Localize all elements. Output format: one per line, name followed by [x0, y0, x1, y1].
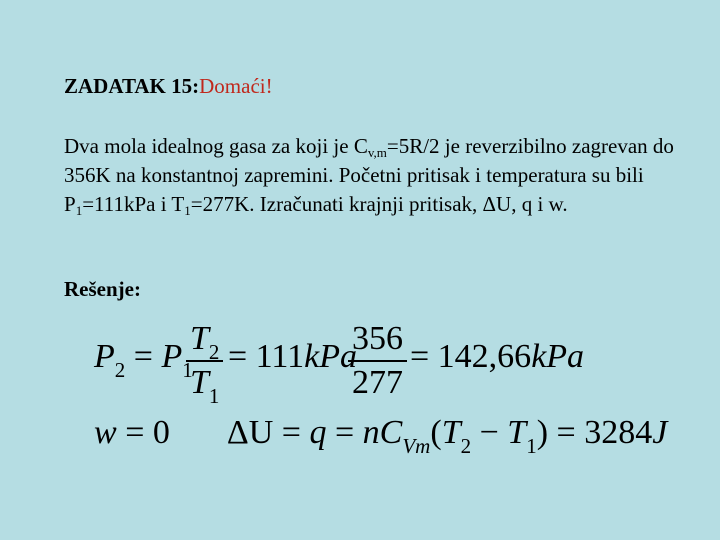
eq1-p2: P — [94, 338, 115, 375]
equation-energy — [94, 414, 668, 458]
eq1-fraction-temps — [186, 320, 223, 408]
eq1-p2-sub: 2 — [114, 358, 126, 382]
eq2-nc-sub: Vm — [402, 434, 431, 458]
eq2-w: w — [94, 414, 117, 451]
eq1-p1-sub: 1 — [182, 358, 193, 382]
eq2-w-equals: = 0 — [125, 414, 170, 451]
eq1-kpa-2: kPa — [531, 338, 585, 375]
eq1-t2-sub: 2 — [208, 340, 220, 364]
eq2-q: q — [309, 414, 327, 451]
task-title-label: ZADATAK 15: — [64, 74, 200, 98]
eq2-nc: nC — [362, 414, 403, 451]
eq1-frac-den — [186, 362, 223, 408]
problem-text-3: =111kPa i T — [82, 192, 185, 216]
eq2-equals-b: = — [334, 414, 355, 451]
eq1-result — [410, 338, 584, 376]
eq2-equals-a: = — [281, 414, 301, 451]
eq2-t2: T — [441, 414, 461, 451]
eq2-joule: J — [652, 414, 668, 451]
problem-text-2: =5R/2 je reverzibilno zagrevan do 356K na konstantnoj zapremini. Početni pritisak i temperatura su bili P — [64, 134, 674, 216]
task-title-highlight: Domaći! — [199, 74, 273, 98]
eq2-t1: T — [507, 414, 527, 451]
eq1-equals-1: = — [133, 338, 153, 375]
eq1-frac2-den: 277 — [352, 364, 403, 401]
eq1-equals-111: = 111 — [228, 338, 305, 375]
cv-subscript: v,m — [367, 145, 387, 160]
eq1-lhs — [94, 338, 193, 382]
eq1-t2: T — [190, 320, 209, 357]
eq1-p1: P — [161, 338, 183, 375]
eq2-t1-sub: 1 — [526, 434, 537, 458]
t1-subscript: 1 — [184, 203, 191, 218]
eq2-paren-close: ) — [536, 414, 549, 451]
eq1-equals-result: = 142,66 — [410, 338, 532, 375]
eq1-frac2-num: 356 — [348, 320, 407, 362]
eq2-delta-u: ΔU — [226, 414, 274, 451]
eq1-frac-num — [186, 320, 223, 362]
eq2-paren-open: ( — [430, 414, 442, 451]
eq2-minus: − — [479, 414, 499, 451]
problem-text-1: Dva mola idealnog gasa za koji je C — [64, 134, 368, 158]
eq1-middle — [228, 338, 357, 376]
p1-subscript: 1 — [75, 203, 83, 218]
solution-label: Rešenje: — [64, 277, 141, 301]
eq1-kpa-1: kPa — [304, 338, 358, 375]
problem-text-4: =277K. Izračunati krajnji pritisak, ΔU, q i w. — [190, 192, 568, 216]
eq1-t1: T — [190, 364, 209, 401]
eq1-t1-sub: 1 — [208, 384, 220, 408]
eq2-equals-result: = 3284 — [556, 414, 653, 451]
eq1-fraction-values — [348, 320, 407, 402]
eq2-t2-sub: 2 — [460, 434, 472, 458]
